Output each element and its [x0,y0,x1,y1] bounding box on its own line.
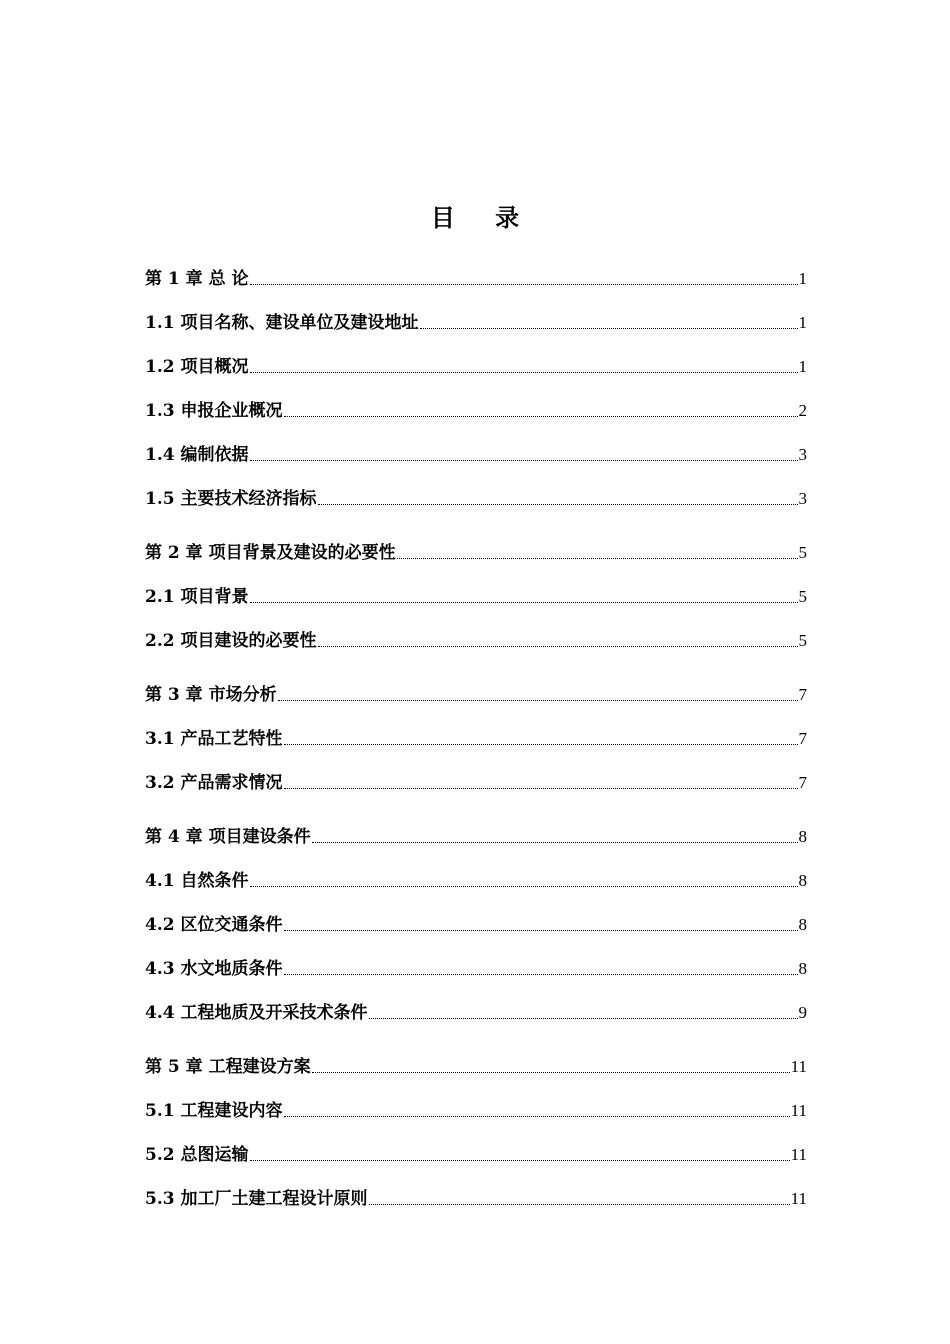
dot-leader [312,1071,790,1073]
dot-leader [318,503,798,505]
dot-leader [284,929,798,931]
page-title: 目 录 [430,203,536,232]
toc-entry-label: 3.2 产品需求情况 [145,773,283,793]
toc-entry-chapter-1[interactable] [145,267,807,291]
toc-page-number: 3 [798,489,807,508]
toc-entry-label: 5.1 工程建设内容 [145,1101,283,1121]
toc-page-number: 5 [798,543,807,562]
toc-entry-label: 5.3 加工厂土建工程设计原则 [145,1189,368,1209]
toc-entry-label: 4.4 工程地质及开采技术条件 [145,1003,368,1023]
toc-page-number: 8 [798,915,807,934]
toc-entry-label: 4.1 自然条件 [145,871,249,891]
dot-leader [397,557,798,559]
toc-entry-2-2[interactable] [145,629,807,653]
dot-leader [250,283,798,285]
toc-page-number: 1 [798,313,807,332]
toc-entry-5-1[interactable] [145,1099,807,1123]
toc-entry-1-2[interactable] [145,355,807,379]
toc-entry-chapter-5[interactable] [145,1055,807,1079]
toc-entry-label: 第 2 章 项目背景及建设的必要性 [145,543,396,563]
toc-entry-3-1[interactable] [145,727,807,751]
toc-entry-chapter-3[interactable] [145,683,807,707]
toc-entry-4-4[interactable] [145,1001,807,1025]
toc-entry-1-5[interactable] [145,487,807,511]
dot-leader [369,1017,798,1019]
toc-entry-label: 1.5 主要技术经济指标 [145,489,317,509]
toc-entry-label: 第 3 章 市场分析 [145,685,277,705]
dot-leader [284,787,798,789]
toc-entry-4-1[interactable] [145,869,807,893]
toc-entry-label: 1.4 编制依据 [145,445,249,465]
dot-leader [420,327,798,329]
dot-leader [250,1159,790,1161]
toc-entry-2-1[interactable] [145,585,807,609]
toc-entry-chapter-4[interactable] [145,825,807,849]
toc-entry-label: 第 5 章 工程建设方案 [145,1057,311,1077]
toc-page-number: 8 [798,827,807,846]
toc-entry-label: 1.2 项目概况 [145,357,249,377]
toc-entry-label: 4.2 区位交通条件 [145,915,283,935]
dot-leader [369,1203,790,1205]
toc-entry-label: 第 1 章 总 论 [145,269,249,289]
dot-leader [250,459,798,461]
toc-page-number: 7 [798,685,807,704]
toc-entry-3-2[interactable] [145,771,807,795]
toc-entry-4-2[interactable] [145,913,807,937]
toc-entry-label: 5.2 总图运输 [145,1145,249,1165]
toc-entry-1-3[interactable] [145,399,807,423]
toc-page-number: 1 [798,269,807,288]
toc-page-number: 9 [798,1003,807,1022]
toc-page-number: 5 [798,631,807,650]
toc-page-number: 11 [790,1189,807,1208]
toc-page-number: 11 [790,1057,807,1076]
dot-leader [312,841,798,843]
toc-entry-label: 1.1 项目名称、建设单位及建设地址 [145,313,419,333]
dot-leader [278,699,798,701]
toc-page-number: 11 [790,1145,807,1164]
toc-entry-5-3[interactable] [145,1187,807,1211]
toc-page-number: 8 [798,871,807,890]
toc-page-number: 5 [798,587,807,606]
toc-entry-label: 2.1 项目背景 [145,587,249,607]
dot-leader [284,1115,790,1117]
toc-page-number: 2 [798,401,807,420]
toc-page-number: 3 [798,445,807,464]
toc-page-number: 11 [790,1101,807,1120]
dot-leader [250,885,798,887]
dot-leader [284,743,798,745]
toc-entry-5-2[interactable] [145,1143,807,1167]
toc-entry-1-4[interactable] [145,443,807,467]
dot-leader [250,371,798,373]
dot-leader [284,415,798,417]
toc-entry-label: 4.3 水文地质条件 [145,959,283,979]
dot-leader [318,645,798,647]
toc-page-number: 7 [798,773,807,792]
toc-page-number: 8 [798,959,807,978]
toc-entry-label: 2.2 项目建设的必要性 [145,631,317,651]
toc-page-number: 7 [798,729,807,748]
toc-entry-1-1[interactable] [145,311,807,335]
toc-page-number: 1 [798,357,807,376]
dot-leader [284,973,798,975]
toc-entry-4-3[interactable] [145,957,807,981]
toc-entry-label: 3.1 产品工艺特性 [145,729,283,749]
toc-entry-chapter-2[interactable] [145,541,807,565]
dot-leader [250,601,798,603]
toc-entry-label: 1.3 申报企业概况 [145,401,283,421]
toc-entry-label: 第 4 章 项目建设条件 [145,827,311,847]
